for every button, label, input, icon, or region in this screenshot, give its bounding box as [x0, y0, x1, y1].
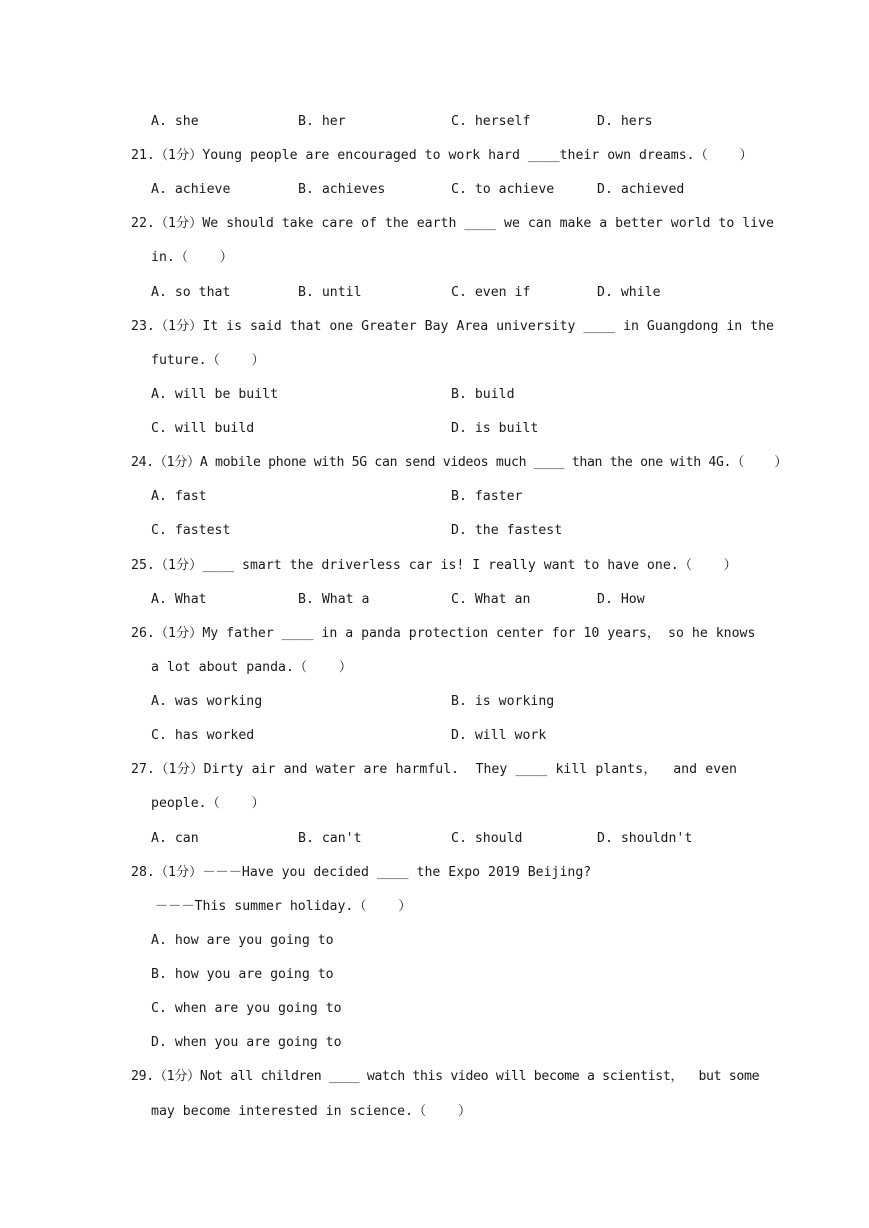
option-c: C. fastest: [151, 523, 231, 538]
option-d: D. achieved: [597, 182, 685, 197]
option-c: C. should: [451, 831, 523, 846]
question-stem: 22.（1分）We should take care of the earth ____ we can make a better world to live: [131, 216, 774, 231]
option-b: B. her: [298, 114, 346, 129]
option-d: D. How: [597, 592, 645, 607]
question-stem-continued: a lot about panda.（ ）: [151, 660, 353, 675]
question-stem-continued: in.（ ）: [151, 250, 233, 265]
option-b: B. achieves: [298, 182, 386, 197]
question-stem-continued: －－－This summer holiday.（ ）: [155, 899, 412, 914]
option-b: B. until: [298, 285, 362, 300]
question-stem: 26.（1分）My father ____ in a panda protection center for 10 years， so he knows: [131, 626, 756, 641]
question-stem: 28.（1分）－－－Have you decided ____ the Expo 2019 Beijing?: [131, 865, 592, 880]
option-d: D. is built: [451, 421, 539, 436]
option-c: C. to achieve: [451, 182, 555, 197]
option-c: C. will build: [151, 421, 255, 436]
option-d: D. hers: [597, 114, 653, 129]
option-c: C. when are you going to: [151, 1001, 342, 1016]
option-b: B. is working: [451, 694, 555, 709]
question-stem: 24.（1分）A mobile phone with 5G can send videos much ____ than the one with 4G.（ ）: [131, 455, 788, 470]
question-stem-continued: people.（ ）: [151, 796, 265, 811]
option-d: D. will work: [451, 728, 547, 743]
option-b: B. how you are going to: [151, 967, 334, 982]
question-stem: 27.（1分）Dirty air and water are harmful. They ____ kill plants， and even: [131, 762, 737, 777]
option-b: B. What a: [298, 592, 370, 607]
option-b: B. build: [451, 387, 515, 402]
option-c: C. even if: [451, 285, 531, 300]
option-c: C. herself: [451, 114, 531, 129]
option-c: C. has worked: [151, 728, 255, 743]
option-a: A. can: [151, 831, 199, 846]
option-a: A. What: [151, 592, 207, 607]
option-a: A. achieve: [151, 182, 231, 197]
option-a: A. will be built: [151, 387, 279, 402]
option-a: A. she: [151, 114, 199, 129]
option-a: A. so that: [151, 285, 231, 300]
option-d: D. shouldn't: [597, 831, 693, 846]
question-stem: 21.（1分）Young people are encouraged to work hard ____their own dreams.（ ）: [131, 148, 753, 163]
question-stem-continued: future.（ ）: [151, 353, 265, 368]
option-d: D. while: [597, 285, 661, 300]
question-stem: 23.（1分）It is said that one Greater Bay Area university ____ in Guangdong in the: [131, 319, 774, 334]
option-a: A. was working: [151, 694, 263, 709]
question-stem: 29.（1分）Not all children ____ watch this video will become a scientist， but some: [131, 1069, 760, 1084]
option-c: C. What an: [451, 592, 531, 607]
option-d: D. when you are going to: [151, 1035, 342, 1050]
option-a: A. how are you going to: [151, 933, 334, 948]
question-stem-continued: may become interested in science.（ ）: [151, 1104, 472, 1119]
option-b: B. faster: [451, 489, 523, 504]
option-b: B. can't: [298, 831, 362, 846]
question-stem: 25.（1分）____ smart the driverless car is! I really want to have one.（ ）: [131, 558, 737, 573]
option-d: D. the fastest: [451, 523, 563, 538]
option-a: A. fast: [151, 489, 207, 504]
